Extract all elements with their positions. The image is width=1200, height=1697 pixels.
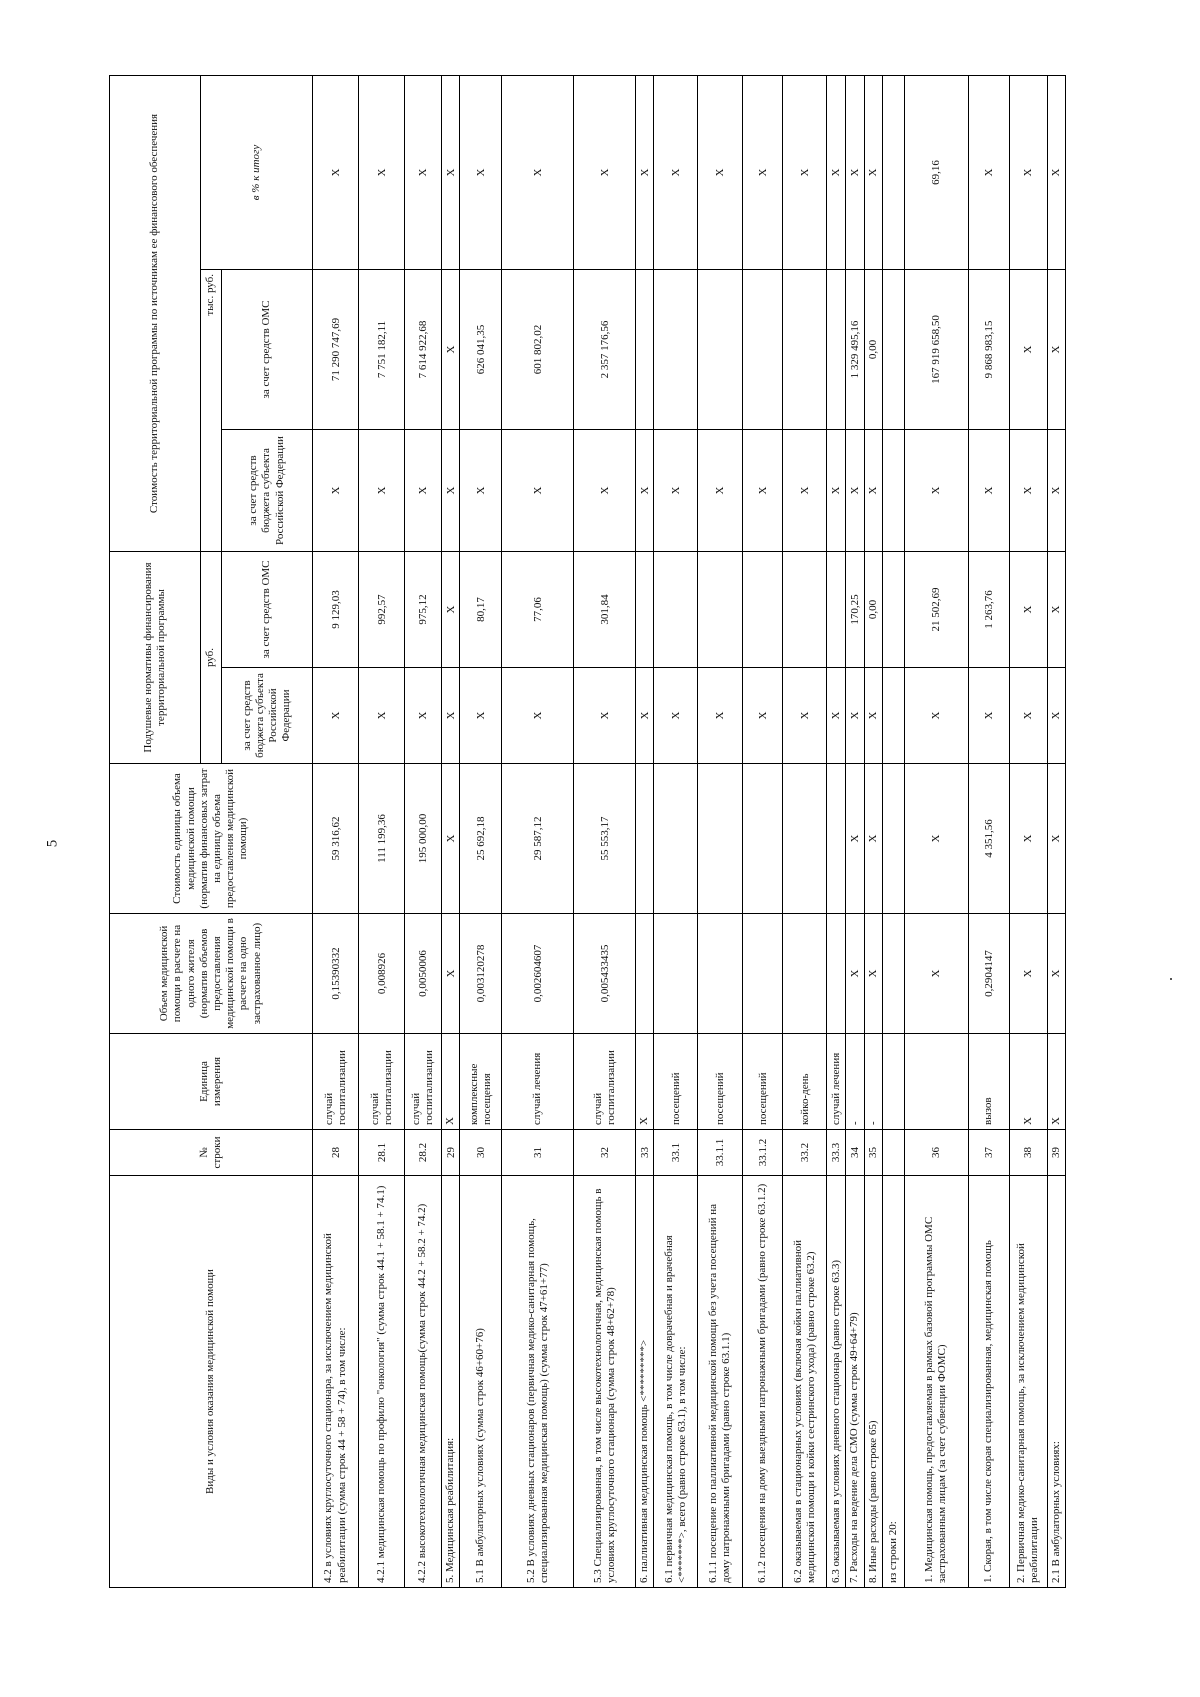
cell-pc-oms: 170,25 bbox=[846, 552, 864, 668]
cell-unit: случай госпитализации bbox=[359, 1034, 405, 1130]
header-volume: Объем медицинской помощи в расчете на одного жителя (норматив объемов предоставления медицинской помощи в расчете на одно застрахованное лицо) bbox=[110, 914, 313, 1034]
cell-pc-oms: 1 263,76 bbox=[968, 552, 1009, 668]
cell-type: 5. Медицинская реабилитация: bbox=[442, 1176, 460, 1588]
cell-type: 4.2.1 медицинская помощь по профилю "онкология" (сумма строк 44.1 + 58.1 + 74.1) bbox=[359, 1176, 405, 1588]
cell-percent: Х bbox=[442, 76, 460, 270]
cell-pc-oms: 9 129,03 bbox=[313, 552, 359, 668]
cell-type: 8. Иные расходы (равно строке 65) bbox=[864, 1176, 882, 1588]
cell-type: 6.3 оказываемая в условиях дневного стационара (равно строке 63.3) bbox=[827, 1176, 846, 1588]
cell-percent: Х bbox=[846, 76, 864, 270]
cell-percent: Х bbox=[1047, 76, 1065, 270]
table-row bbox=[1009, 76, 1047, 1588]
cell-tc-budget: Х bbox=[636, 430, 654, 552]
cell-pc-budget: Х bbox=[502, 668, 574, 764]
table-row bbox=[1047, 76, 1065, 1588]
cell-cost: Х bbox=[1047, 764, 1065, 914]
cell-tc-oms: 7 751 182,11 bbox=[359, 270, 405, 430]
scan-speck bbox=[1170, 978, 1172, 980]
header-unit: Единица измерения bbox=[110, 1034, 313, 1130]
cell-volume bbox=[743, 914, 783, 1034]
table-row bbox=[636, 76, 654, 1588]
cell-type: 6.1 первичная медицинская помощь, в том числе доврачебная и врачебная <*******>, всего (равно строке 63.1), в том числе: bbox=[654, 1176, 698, 1588]
cell-percent: 69,16 bbox=[904, 76, 968, 270]
cell-tc-budget: Х bbox=[654, 430, 698, 552]
cell-tc-oms: Х bbox=[442, 270, 460, 430]
cell-pc-budget: Х bbox=[698, 668, 743, 764]
cell-pc-budget: Х bbox=[904, 668, 968, 764]
cell-volume bbox=[654, 914, 698, 1034]
cell-unit: посещений bbox=[743, 1034, 783, 1130]
cell-rownum: 28.2 bbox=[405, 1130, 442, 1176]
cell-pc-oms bbox=[654, 552, 698, 668]
cell-pc-oms bbox=[783, 552, 827, 668]
header-cost: Стоимость единицы объема медицинской помощи (норматив финансовых затрат на единицу объема предоставления медицинской помощи) bbox=[110, 764, 313, 914]
cell-volume: 0,15390332 bbox=[313, 914, 359, 1034]
cell-cost: 195 000,00 bbox=[405, 764, 442, 914]
cell-rownum: 34 bbox=[846, 1130, 864, 1176]
cell-percent: Х bbox=[502, 76, 574, 270]
cell-rownum: 31 bbox=[502, 1130, 574, 1176]
header-tc-budget: за счет средств бюджета субъекта Российской Федерации bbox=[222, 430, 313, 552]
table-row bbox=[846, 76, 864, 1588]
table-row bbox=[442, 76, 460, 1588]
cell-tc-oms: 601 802,02 bbox=[502, 270, 574, 430]
table-row bbox=[882, 76, 904, 1588]
header-percapita-group: Подушевые нормативы финансирования территориальной программы bbox=[110, 552, 201, 764]
cell-tc-oms: 71 290 747,69 bbox=[313, 270, 359, 430]
table-row bbox=[864, 76, 882, 1588]
header-tc-oms: за счет средств ОМС bbox=[222, 270, 313, 430]
table-row bbox=[654, 76, 698, 1588]
table-row bbox=[313, 76, 359, 1588]
cell-cost: 59 316,62 bbox=[313, 764, 359, 914]
header-totalcost-group: Стоимость территориальной программы по источникам ее финансового обеспечения bbox=[110, 76, 201, 552]
cell-cost: 4 351,56 bbox=[968, 764, 1009, 914]
cell-type: 5.2 В условиях дневных стационаров (первичная медико-санитарная помощь, специализированная медицинская помощь) (сумма строк 47+61+77) bbox=[502, 1176, 574, 1588]
cell-tc-budget: Х bbox=[743, 430, 783, 552]
cell-cost: 55 553,17 bbox=[574, 764, 636, 914]
cell-volume: Х bbox=[442, 914, 460, 1034]
cell-pc-budget: Х bbox=[968, 668, 1009, 764]
cell-pc-oms: 21 502,69 bbox=[904, 552, 968, 668]
cell-unit: случай лечения bbox=[502, 1034, 574, 1130]
cell-pc-budget: Х bbox=[636, 668, 654, 764]
table-row bbox=[783, 76, 827, 1588]
cell-rownum: 33.1 bbox=[654, 1130, 698, 1176]
cell-tc-budget: Х bbox=[442, 430, 460, 552]
cell-unit: - bbox=[864, 1034, 882, 1130]
cell-cost bbox=[882, 764, 904, 914]
cell-percent bbox=[882, 76, 904, 270]
cell-pc-budget: Х bbox=[743, 668, 783, 764]
cell-tc-oms bbox=[743, 270, 783, 430]
table-row bbox=[827, 76, 846, 1588]
cell-unit: случай госпитализации bbox=[405, 1034, 442, 1130]
cell-tc-budget: Х bbox=[968, 430, 1009, 552]
cell-volume bbox=[636, 914, 654, 1034]
cell-volume: Х bbox=[1009, 914, 1047, 1034]
cell-pc-budget: Х bbox=[460, 668, 502, 764]
cell-pc-oms: 301,84 bbox=[574, 552, 636, 668]
cell-pc-oms: 77,06 bbox=[502, 552, 574, 668]
cell-unit bbox=[882, 1034, 904, 1130]
cell-percent: Х bbox=[574, 76, 636, 270]
cell-type: 6.1.2 посещения на дому выездными патронажными бригадами (равно строке 63.1.2) bbox=[743, 1176, 783, 1588]
table-row bbox=[405, 76, 442, 1588]
cell-pc-budget: Х bbox=[405, 668, 442, 764]
cell-tc-oms: 167 919 658,50 bbox=[904, 270, 968, 430]
cell-unit: Х bbox=[636, 1034, 654, 1130]
cell-percent: Х bbox=[405, 76, 442, 270]
cell-tc-oms: 2 357 176,56 bbox=[574, 270, 636, 430]
cell-percent: Х bbox=[654, 76, 698, 270]
cell-type: 2. Первичная медико-санитарная помощь, за исключением медицинской реабилитации bbox=[1009, 1176, 1047, 1588]
cell-volume: 0,008926 bbox=[359, 914, 405, 1034]
cell-percent: Х bbox=[313, 76, 359, 270]
cell-cost bbox=[783, 764, 827, 914]
cell-tc-oms: Х bbox=[1009, 270, 1047, 430]
cell-pc-budget: Х bbox=[574, 668, 636, 764]
cell-cost: Х bbox=[864, 764, 882, 914]
cell-tc-oms bbox=[827, 270, 846, 430]
cell-volume bbox=[827, 914, 846, 1034]
table-row bbox=[698, 76, 743, 1588]
cell-tc-budget: Х bbox=[502, 430, 574, 552]
cell-cost: Х bbox=[846, 764, 864, 914]
cell-volume: 0,0050006 bbox=[405, 914, 442, 1034]
cell-pc-oms: Х bbox=[1009, 552, 1047, 668]
cell-unit: посещений bbox=[654, 1034, 698, 1130]
cell-pc-oms: 80,17 bbox=[460, 552, 502, 668]
header-pc-oms: за счет средств ОМС bbox=[222, 552, 313, 668]
cell-pc-budget: Х bbox=[1009, 668, 1047, 764]
cell-percent: Х bbox=[827, 76, 846, 270]
cell-tc-budget: Х bbox=[313, 430, 359, 552]
cell-unit: койко-день bbox=[783, 1034, 827, 1130]
cell-tc-oms: 9 868 983,15 bbox=[968, 270, 1009, 430]
cell-type: 1. Медицинская помощь, предоставляемая в рамках базовой программы ОМС застрахованным лицам (за счет субвенции ФОМС) bbox=[904, 1176, 968, 1588]
cell-cost bbox=[698, 764, 743, 914]
table-row bbox=[502, 76, 574, 1588]
cell-tc-budget: Х bbox=[783, 430, 827, 552]
rotated-table-container bbox=[109, 76, 1109, 1588]
cell-percent: Х bbox=[636, 76, 654, 270]
cell-rownum: 37 bbox=[968, 1130, 1009, 1176]
cell-tc-budget: Х bbox=[1009, 430, 1047, 552]
cell-cost: 25 692,18 bbox=[460, 764, 502, 914]
cell-volume: 0,002604607 bbox=[502, 914, 574, 1034]
header-thousand-rub: тыс. руб. bbox=[201, 270, 222, 552]
cell-type: 2.1 В амбулаторных условиях: bbox=[1047, 1176, 1065, 1588]
cell-tc-oms bbox=[783, 270, 827, 430]
cell-tc-budget: Х bbox=[698, 430, 743, 552]
cell-volume: Х bbox=[1047, 914, 1065, 1034]
cell-pc-budget bbox=[882, 668, 904, 764]
cell-volume: 0,003120278 bbox=[460, 914, 502, 1034]
cell-type: 1. Скорая, в том числе скорая специализированная, медицинская помощь bbox=[968, 1176, 1009, 1588]
cell-rownum: 33.1.2 bbox=[743, 1130, 783, 1176]
cell-volume: Х bbox=[864, 914, 882, 1034]
cell-rownum: 39 bbox=[1047, 1130, 1065, 1176]
page-number: 5 bbox=[44, 839, 61, 848]
cell-type: 6. паллиативная медицинская помощь <*********> bbox=[636, 1176, 654, 1588]
cell-unit: вызов bbox=[968, 1034, 1009, 1130]
cell-volume: 0,2904147 bbox=[968, 914, 1009, 1034]
cell-volume bbox=[882, 914, 904, 1034]
cell-pc-budget: Х bbox=[654, 668, 698, 764]
cell-volume: Х bbox=[846, 914, 864, 1034]
cell-type: 5.3 Специализированная, в том числе высокотехнологичная, медицинская помощь в условиях круглосуточного стационара (сумма строк 48+62+78) bbox=[574, 1176, 636, 1588]
cell-pc-oms: Х bbox=[442, 552, 460, 668]
cell-unit bbox=[904, 1034, 968, 1130]
cell-rownum: 33 bbox=[636, 1130, 654, 1176]
cell-type: из строки 20: bbox=[882, 1176, 904, 1588]
cell-cost bbox=[743, 764, 783, 914]
cell-rownum: 30 bbox=[460, 1130, 502, 1176]
cell-percent: Х bbox=[359, 76, 405, 270]
cell-tc-budget: Х bbox=[904, 430, 968, 552]
cell-percent: Х bbox=[1009, 76, 1047, 270]
cell-pc-budget: Х bbox=[359, 668, 405, 764]
cell-rownum: 33.1.1 bbox=[698, 1130, 743, 1176]
cell-unit: посещений bbox=[698, 1034, 743, 1130]
cell-type: 4.2 в условиях круглосуточного стационара, за исключением медицинской реабилитации (сумма строк 44 + 58 + 74), в том числе: bbox=[313, 1176, 359, 1588]
cell-percent: Х bbox=[460, 76, 502, 270]
cell-tc-budget: Х bbox=[864, 430, 882, 552]
cell-tc-budget: Х bbox=[846, 430, 864, 552]
table-row bbox=[904, 76, 968, 1588]
table-row bbox=[968, 76, 1009, 1588]
cell-percent: Х bbox=[968, 76, 1009, 270]
cell-tc-oms bbox=[882, 270, 904, 430]
cell-pc-oms bbox=[743, 552, 783, 668]
cell-cost: Х bbox=[442, 764, 460, 914]
cell-tc-budget: Х bbox=[460, 430, 502, 552]
cell-unit: комплексные посещения bbox=[460, 1034, 502, 1130]
cell-pc-oms: 992,57 bbox=[359, 552, 405, 668]
cell-rownum: 28.1 bbox=[359, 1130, 405, 1176]
cell-pc-budget: Х bbox=[846, 668, 864, 764]
cell-tc-budget: Х bbox=[405, 430, 442, 552]
table-row bbox=[574, 76, 636, 1588]
cell-tc-budget: Х bbox=[1047, 430, 1065, 552]
cell-rownum: 29 bbox=[442, 1130, 460, 1176]
cell-percent: Х bbox=[698, 76, 743, 270]
cell-pc-budget: Х bbox=[442, 668, 460, 764]
cell-tc-budget bbox=[882, 430, 904, 552]
cell-cost: 111 199,36 bbox=[359, 764, 405, 914]
cell-tc-oms: Х bbox=[1047, 270, 1065, 430]
cell-tc-oms bbox=[636, 270, 654, 430]
cell-pc-budget: Х bbox=[783, 668, 827, 764]
cell-type: 4.2.2 высокотехнологичная медицинская помощь(сумма строк 44.2 + 58.2 + 74.2) bbox=[405, 1176, 442, 1588]
header-rownum: № строки bbox=[110, 1130, 313, 1176]
cell-cost bbox=[636, 764, 654, 914]
cell-pc-budget: Х bbox=[864, 668, 882, 764]
cell-pc-budget: Х bbox=[313, 668, 359, 764]
cell-volume: 0,005433435 bbox=[574, 914, 636, 1034]
cell-cost: 29 587,12 bbox=[502, 764, 574, 914]
cell-rownum: 36 bbox=[904, 1130, 968, 1176]
cell-cost: Х bbox=[1009, 764, 1047, 914]
cell-unit: - bbox=[846, 1034, 864, 1130]
cell-tc-budget: Х bbox=[827, 430, 846, 552]
header-pc-budget: за счет средств бюджета субъекта Российской Федерации bbox=[222, 668, 313, 764]
cell-tc-budget: Х bbox=[359, 430, 405, 552]
cell-percent: Х bbox=[783, 76, 827, 270]
cell-unit: Х bbox=[442, 1034, 460, 1130]
cell-pc-oms bbox=[636, 552, 654, 668]
header-type: Виды и условия оказания медицинской помощи bbox=[110, 1176, 313, 1588]
cell-tc-oms bbox=[654, 270, 698, 430]
cell-rownum: 33.3 bbox=[827, 1130, 846, 1176]
table-row bbox=[460, 76, 502, 1588]
cell-pc-budget: Х bbox=[827, 668, 846, 764]
cell-rownum: 35 bbox=[864, 1130, 882, 1176]
cell-unit: случай лечения bbox=[827, 1034, 846, 1130]
cell-tc-oms: 626 041,35 bbox=[460, 270, 502, 430]
table-row bbox=[359, 76, 405, 1588]
cell-volume bbox=[783, 914, 827, 1034]
cell-unit: Х bbox=[1009, 1034, 1047, 1130]
cell-cost bbox=[827, 764, 846, 914]
cell-pc-oms bbox=[827, 552, 846, 668]
cell-unit: случай госпитализации bbox=[313, 1034, 359, 1130]
header-percent: в % к итогу bbox=[201, 76, 313, 270]
cell-volume: Х bbox=[904, 914, 968, 1034]
cell-cost bbox=[654, 764, 698, 914]
table-row bbox=[743, 76, 783, 1588]
cell-type: 6.2 оказываемая в стационарных условиях (включая койки паллиативной медицинской помощи и койки сестринского ухода) (равно строке 63.2) bbox=[783, 1176, 827, 1588]
cell-percent: Х bbox=[743, 76, 783, 270]
cell-rownum: 32 bbox=[574, 1130, 636, 1176]
cell-tc-oms: 1 329 495,16 bbox=[846, 270, 864, 430]
cell-type: 7. Расходы на ведение дела СМО (сумма строк 49+64+79) bbox=[846, 1176, 864, 1588]
cell-tc-oms bbox=[698, 270, 743, 430]
cell-pc-budget: Х bbox=[1047, 668, 1065, 764]
cell-tc-budget: Х bbox=[574, 430, 636, 552]
cell-pc-oms: Х bbox=[1047, 552, 1065, 668]
cell-pc-oms bbox=[698, 552, 743, 668]
cell-pc-oms: 0,00 bbox=[864, 552, 882, 668]
cell-pc-oms bbox=[882, 552, 904, 668]
cell-cost: Х bbox=[904, 764, 968, 914]
cell-rownum bbox=[882, 1130, 904, 1176]
financing-table bbox=[109, 75, 1066, 1588]
cell-volume bbox=[698, 914, 743, 1034]
cell-percent: Х bbox=[864, 76, 882, 270]
cell-rownum: 33.2 bbox=[783, 1130, 827, 1176]
cell-unit: случай госпитализации bbox=[574, 1034, 636, 1130]
cell-unit: Х bbox=[1047, 1034, 1065, 1130]
header-rub: руб. bbox=[201, 552, 222, 764]
cell-type: 5.1 В амбулаторных условиях (сумма строк 46+60+76) bbox=[460, 1176, 502, 1588]
cell-rownum: 38 bbox=[1009, 1130, 1047, 1176]
cell-pc-oms: 975,12 bbox=[405, 552, 442, 668]
cell-tc-oms: 7 614 922,68 bbox=[405, 270, 442, 430]
cell-type: 6.1.1 посещение по паллиативной медицинской помощи без учета посещений на дому патронажными бригадами (равно строке 63.1.1) bbox=[698, 1176, 743, 1588]
cell-tc-oms: 0,00 bbox=[864, 270, 882, 430]
cell-rownum: 28 bbox=[313, 1130, 359, 1176]
